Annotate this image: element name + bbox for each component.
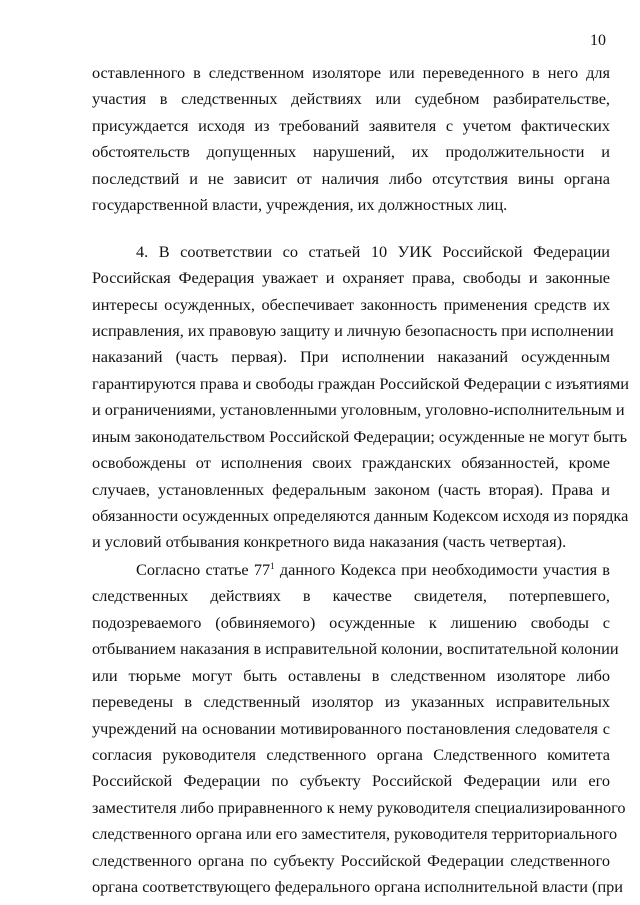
text-line: согласия руководителя следственного органа Следственного комитета [92,744,610,764]
text-line: оставленного в следственном изоляторе или переведенного в него для [92,63,610,82]
text-line: обстоятельств допущенных нарушений, их продолжительности и [92,142,610,162]
page-number: 10 [590,32,606,49]
text-line: Российской Федерации по субъекту Российской Федерации или его [92,771,610,791]
text-line: 4. В соответствии со статьей 10 УИК Российской Федерации [136,241,610,261]
text-line: гарантируются права и свободы граждан Российской Федерации с изъятиями [92,373,630,393]
paragraph-2 [92,239,630,556]
text-line: заместителя либо приравненного к нему руководителя специализированного [92,797,626,817]
text-line: и условий отбывания конкретного вида наказания (часть четвертая). [92,532,567,552]
text-line: участия в следственных действиях или судебном разбирательстве, [92,89,610,109]
text-line: и ограничениями, установленными уголовным, уголовно-исполнительным и [92,400,625,420]
text-line: или тюрьме могут быть оставлены в следственном изоляторе либо [92,665,610,685]
text-line: органа соответствующего федерального органа исполнительной власти (при [92,877,624,897]
text-line: обязанности осужденных определяются данным Кодексом исходя из порядка [92,506,629,525]
text-line: государственной власти, учреждения, их должностных лиц. [92,195,508,215]
superscript: 1 [270,560,275,571]
text-line: переведены в следственный изолятор из указанных исправительных [92,692,610,712]
text-line: интересы осужденных, обеспечивает законность применения средств их [92,294,610,314]
text-line: исправления, их правовую защиту и личную безопасность при исполнении [92,320,614,340]
text-segment: Согласно статье 77 [136,559,271,579]
text-line: наказаний (часть первая). При исполнении наказаний осужденным [92,347,610,367]
text-line [92,557,610,583]
text-line: отбыванием наказания в исправительной колонии, воспитательной колонии [92,639,619,659]
document-body [92,60,630,901]
text-line: следственного органа или его заместителя, руководителя территориального [92,824,618,844]
text-line: учреждений на основании мотивированного постановления следователя с [92,718,610,738]
text-line: освобождены от исполнения своих гражданских обязанностей, кроме [92,453,610,473]
text-line: случаев, установленных федеральным законом (часть вторая). Права и [92,479,610,499]
text-line: иным законодательством Российской Федерации; осужденные не могут быть [92,426,628,446]
paragraph-3 [92,557,626,901]
text-segment: данного Кодекса при необходимости участия в [274,559,610,579]
paragraph-1 [92,60,610,219]
text-line: присуждается исходя из требований заявителя с учетом фактических [92,115,610,135]
text-line: следственного органа по субъекту Российской Федерации следственного [92,850,610,870]
text-line: Российская Федерация уважает и охраняет права, свободы и законные [92,268,610,288]
text-line: последствий и не зависит от наличия либо отсутствия вины органа [92,168,610,188]
text-line: подозреваемого (обвиняемого) осужденные к лишению свободы с [92,612,610,632]
text-line: следственных действиях в качестве свидетеля, потерпевшего, [92,586,610,606]
